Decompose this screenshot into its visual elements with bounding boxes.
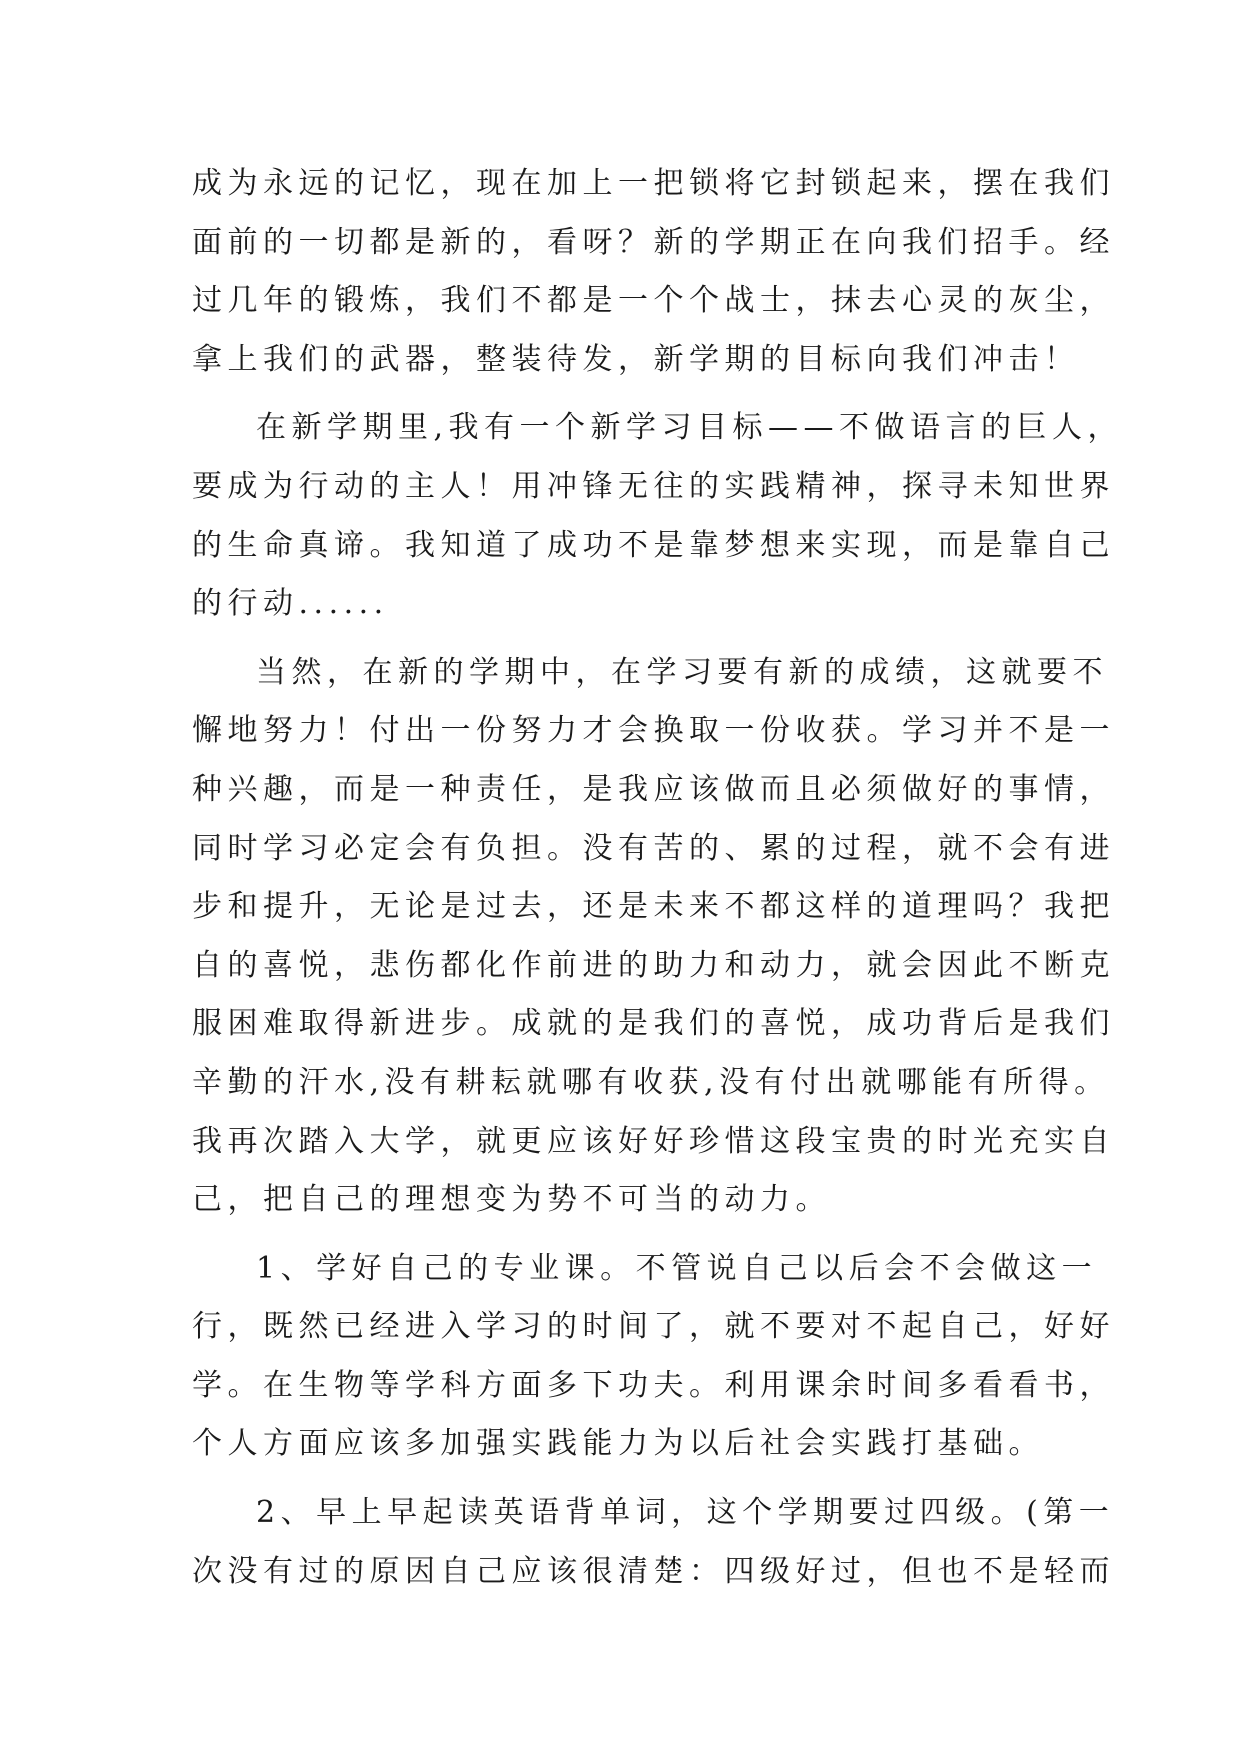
- paragraph-2: [192, 399, 1124, 633]
- text-line: 次没有过的原因自己应该很清楚：四级好过，但也不是轻而: [192, 1553, 1115, 1589]
- text-line: 辛勤的汗水,没有耕耘就哪有收获,没有付出就哪能有所得。: [192, 1064, 1110, 1100]
- text-line: 成为永远的记忆，现在加上一把锁将它封锁起来，摆在我们: [192, 166, 1115, 201]
- paragraph-1: [192, 155, 1115, 389]
- text-line: 学。在生物等学科方面多下功夫。利用课余时间多看看书，: [192, 1367, 1115, 1403]
- text-line: 的行动......: [192, 586, 389, 622]
- text-line: 当然，在新的学期中，在学习要有新的成绩，这就要不: [256, 654, 1108, 690]
- text-line: 要成为行动的主人！用冲锋无往的实践精神，探寻未知世界: [192, 468, 1115, 504]
- paragraph-5: [192, 1484, 1115, 1601]
- text-line: 过几年的锻炼，我们不都是一个个战士，抹去心灵的灰尘，: [192, 283, 1115, 319]
- document-body: [192, 155, 1124, 1601]
- text-line: 我再次踏入大学，就更应该好好珍惜这段宝贵的时光充实自: [192, 1123, 1115, 1159]
- text-line: 懈地努力！付出一份努力才会换取一份收获。学习并不是一: [192, 713, 1115, 749]
- text-line: 服困难取得新进步。成就的是我们的喜悦，成功背后是我们: [192, 1006, 1115, 1042]
- text-line: 行，既然已经进入学习的时间了，就不要对不起自己，好好: [192, 1309, 1115, 1345]
- text-line: 种兴趣，而是一种责任，是我应该做而且必须做好的事情，: [192, 771, 1115, 807]
- text-line: 1、学好自己的专业课。不管说自己以后会不会做这一: [256, 1250, 1098, 1286]
- text-line: 在新学期里,我有一个新学习目标——不做语言的巨人，: [256, 410, 1124, 446]
- text-line: 步和提升，无论是过去，还是未来不都这样的道理吗？我把: [192, 889, 1115, 925]
- text-line: 面前的一切都是新的，看呀？新的学期正在向我们招手。经: [192, 224, 1115, 260]
- text-line: 己，把自己的理想变为势不可当的动力。: [192, 1182, 831, 1218]
- text-line: 的生命真谛。我知道了成功不是靠梦想来实现，而是靠自己: [192, 527, 1115, 563]
- paragraph-3: [192, 644, 1115, 1230]
- paragraph-4: [192, 1240, 1115, 1474]
- text-line: 拿上我们的武器，整装待发，新学期的目标向我们冲击！: [192, 341, 1080, 377]
- text-line: 2、早上早起读英语背单词，这个学期要过四级。(第一: [256, 1495, 1115, 1531]
- text-line: 个人方面应该多加强实践能力为以后社会实践打基础。: [192, 1426, 1044, 1462]
- text-line: 自的喜悦，悲伤都化作前进的助力和动力，就会因此不断克: [192, 947, 1115, 983]
- text-line: 同时学习必定会有负担。没有苦的、累的过程，就不会有进: [192, 830, 1115, 866]
